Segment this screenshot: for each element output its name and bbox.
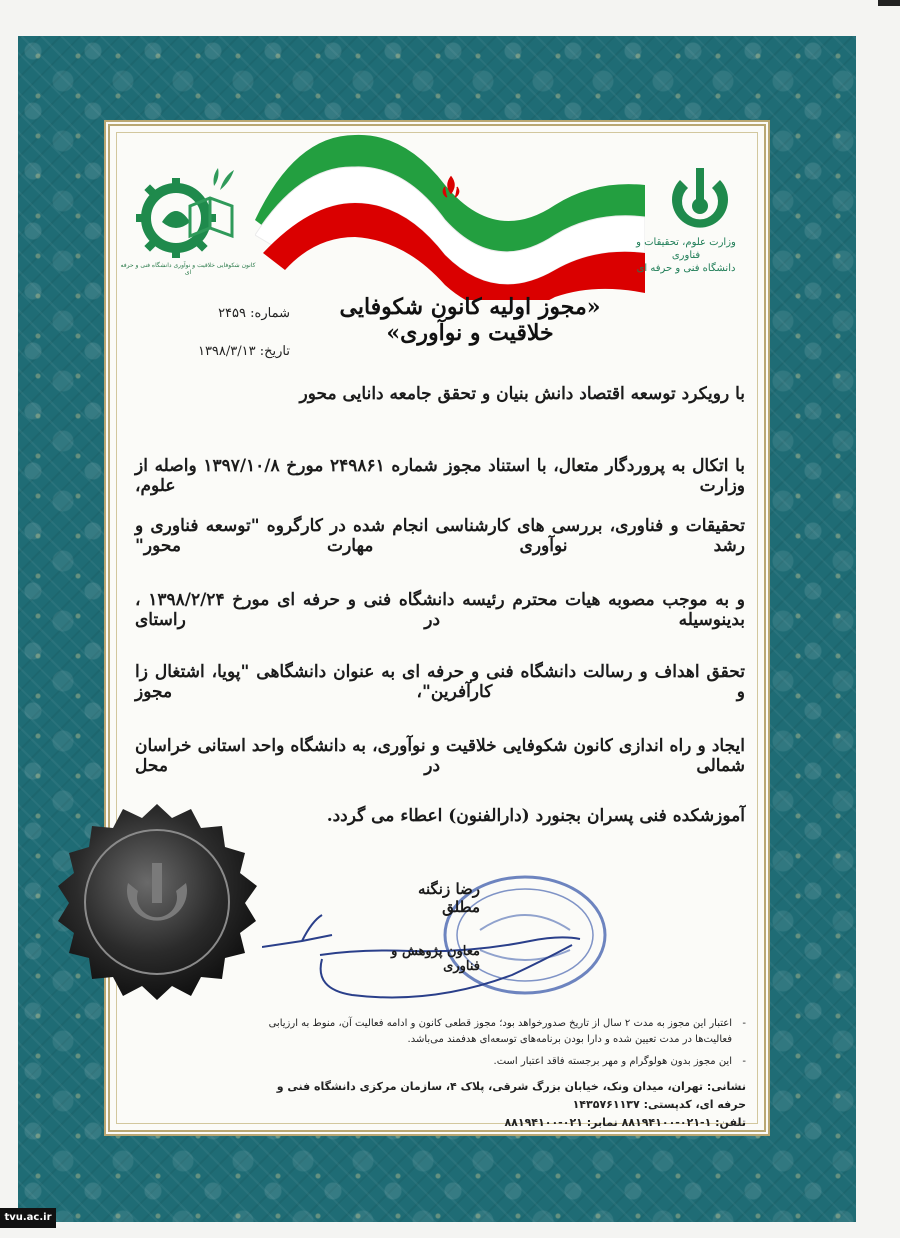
letter-number	[150, 306, 290, 321]
number-label: شماره:	[250, 306, 290, 321]
ministry-caption: وزارت علوم، تحقیقات و فناوری دانشگاه فنی و حرفه ای	[636, 237, 736, 274]
scan-edge-mark	[878, 0, 900, 6]
notes-list	[262, 1016, 746, 1070]
letter-date	[150, 344, 290, 359]
body-line-2: با اتکال به پروردگار متعال، با استناد مجوز شماره ۲۴۹۸۶۱ مورخ ۱۳۹۷/۱۰/۸ واصله از وزارت علوم،	[135, 456, 745, 496]
body-line-6: ایجاد و راه اندازی کانون شکوفایی خلاقیت و نوآوری، به دانشگاه واحد استانی خراسان شمالی در محل	[135, 736, 745, 776]
number-value: ۲۴۵۹	[218, 306, 247, 321]
body-line-7: آموزشکده فنی پسران بجنورد (دارالفنون) اعطاء می گردد.	[326, 806, 745, 826]
date-value: ۱۳۹۸/۳/۱۳	[197, 344, 256, 359]
certificate-title: «مجوز اولیه کانون شکوفایی خلاقیت و نوآوری»	[339, 294, 601, 346]
iran-flag-ribbon	[255, 125, 645, 300]
website-watermark: tvu.ac.ir	[0, 1208, 56, 1228]
body-line-3: تحقیقات و فناوری، بررسی های کارشناسی انجام شده در کارگروه "توسعه فناوری و رشد نوآوری مهارت محور"	[135, 516, 745, 556]
body-line-4: و به موجب مصوبه هیات محترم رئیسه دانشگاه فنی و حرفه ای مورخ ۱۳۹۸/۲/۲۴ ، بدینوسیله در راستای	[135, 590, 746, 630]
footer-address	[262, 1078, 746, 1132]
body-line-1: با رویکرد توسعه اقتصاد دانش بنیان و تحقق جامعه دانایی محور	[299, 384, 745, 404]
left-logo-caption: کانون شکوفایی خلاقیت و نوآوری دانشگاه فنی و حرفه ای	[120, 262, 256, 276]
signer-title: معاون پژوهش و فناوری	[391, 944, 480, 974]
body-line-5: تحقق اهداف و رسالت دانشگاه فنی و حرفه ای به عنوان دانشگاهی "پویا، اشتغال زا و کارآفرین"، مجوز	[135, 662, 745, 702]
signer-name: رضا زنگنه مطلق	[417, 880, 480, 916]
embossed-seal	[38, 783, 276, 1021]
date-label: تاریخ:	[259, 344, 290, 359]
phone-line: تلفن: ۱-۰۲۱-۸۸۱۹۴۱۰۰ نمابر: ۰۲۱-۸۸۱۹۴۱۰۰	[504, 1116, 746, 1129]
note-item: - اعتبار این مجوز به مدت ۲ سال از تاریخ صدورخواهد بود؛ مجوز قطعی کانون و ادامه فعالیت آن، منوط به ارزیابی فعالیت‌ها در مدت تعیین شده و دارا بودن برنامه‌های توسعه‌ای هدفمند می‌باشد.	[262, 1016, 746, 1048]
address-line: نشانی: تهران، میدان ونک، خیابان بزرگ شرقی، پلاک ۴، سازمان مرکزی دانشگاه فنی و حرفه ای، کدپستی: ۱۴۳۵۷۶۱۱۳۷	[276, 1080, 746, 1111]
note-item: - این مجوز بدون هولوگرام و مهر برجسته فاقد اعتبار است.	[262, 1054, 746, 1070]
